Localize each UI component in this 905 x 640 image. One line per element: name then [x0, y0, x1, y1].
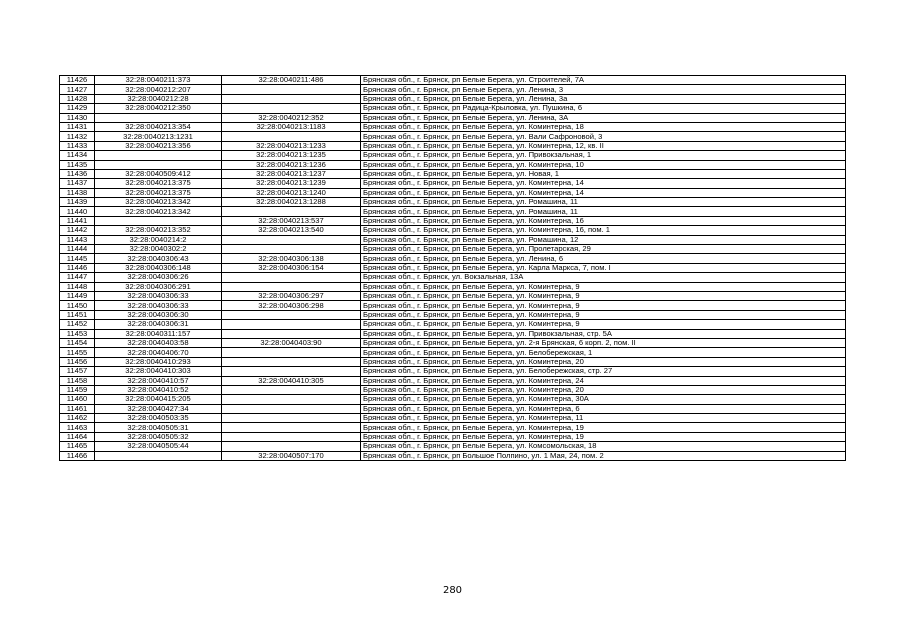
table-row: [60, 254, 846, 263]
row-number-cell: 11461: [60, 404, 95, 413]
table-row: [60, 451, 846, 460]
table-row: [60, 226, 846, 235]
cadastral-number-cell: 32:28:0040306:26: [95, 273, 222, 282]
related-cadastral-number-cell: [222, 282, 361, 291]
related-cadastral-number-cell: 32:28:0040403:90: [222, 338, 361, 347]
address-cell: Брянская обл., г. Брянск, рп Белые Берега, ул. Ромашина, 11: [361, 198, 846, 207]
row-number-cell: 11455: [60, 348, 95, 357]
table-row: [60, 273, 846, 282]
table-row: [60, 245, 846, 254]
row-number-cell: 11466: [60, 451, 95, 460]
row-number-cell: 11445: [60, 254, 95, 263]
table-row: [60, 94, 846, 103]
table-row: [60, 338, 846, 347]
related-cadastral-number-cell: 32:28:0040410:305: [222, 376, 361, 385]
address-cell: Брянская обл., г. Брянск, рп Белые Берега, ул. Коминтерна, 16, пом. 1: [361, 226, 846, 235]
cadastral-number-cell: 32:28:0040505:44: [95, 442, 222, 451]
cadastral-number-cell: [95, 160, 222, 169]
related-cadastral-number-cell: [222, 94, 361, 103]
cadastral-number-cell: 32:28:0040213:352: [95, 226, 222, 235]
address-cell: Брянская обл., г. Брянск, рп Белые Берега, ул. Вали Сафроновой, 3: [361, 132, 846, 141]
property-table: [59, 75, 846, 461]
address-cell: Брянская обл., г. Брянск, рп Белые Берега, ул. Ленина, 3А: [361, 113, 846, 122]
table-row: [60, 301, 846, 310]
row-number-cell: 11436: [60, 169, 95, 178]
address-cell: Брянская обл., г. Брянск, рп Белые Берега, ул. Карла Маркса, 7, пом. I: [361, 263, 846, 272]
table-row: [60, 104, 846, 113]
related-cadastral-number-cell: [222, 329, 361, 338]
related-cadastral-number-cell: 32:28:0040306:154: [222, 263, 361, 272]
address-cell: Брянская обл., г. Брянск, рп Большое Полпино, ул. 1 Мая, 24, пом. 2: [361, 451, 846, 460]
address-cell: Брянская обл., г. Брянск, рп Радица-Крыловка, ул. Пушкина, 6: [361, 104, 846, 113]
table-row: [60, 263, 846, 272]
table-row: [60, 385, 846, 394]
address-cell: Брянская обл., г. Брянск, рп Белые Берега, ул. Коминтерна, 9: [361, 301, 846, 310]
related-cadastral-number-cell: [222, 245, 361, 254]
cadastral-number-cell: 32:28:0040211:373: [95, 76, 222, 85]
address-cell: Брянская обл., г. Брянск, рп Белые Берега, ул. Коминтерна, 18: [361, 122, 846, 131]
related-cadastral-number-cell: [222, 442, 361, 451]
related-cadastral-number-cell: 32:28:0040213:540: [222, 226, 361, 235]
related-cadastral-number-cell: [222, 235, 361, 244]
row-number-cell: 11451: [60, 310, 95, 319]
table-row: [60, 141, 846, 150]
address-cell: Брянская обл., г. Брянск, рп Белые Берега, ул. Коминтерна, 14: [361, 179, 846, 188]
row-number-cell: 11428: [60, 94, 95, 103]
table-row: [60, 329, 846, 338]
related-cadastral-number-cell: [222, 395, 361, 404]
cadastral-number-cell: [95, 113, 222, 122]
related-cadastral-number-cell: [222, 404, 361, 413]
table-row: [60, 395, 846, 404]
property-table-body: [60, 76, 846, 461]
related-cadastral-number-cell: 32:28:0040213:1288: [222, 198, 361, 207]
related-cadastral-number-cell: [222, 104, 361, 113]
related-cadastral-number-cell: [222, 310, 361, 319]
row-number-cell: 11453: [60, 329, 95, 338]
related-cadastral-number-cell: 32:28:0040213:1233: [222, 141, 361, 150]
cadastral-number-cell: 32:28:0040410:57: [95, 376, 222, 385]
row-number-cell: 11435: [60, 160, 95, 169]
address-cell: Брянская обл., г. Брянск, рп Белые Берега, ул. Коминтерна, 14: [361, 188, 846, 197]
cadastral-number-cell: 32:28:0040503:35: [95, 414, 222, 423]
cadastral-number-cell: 32:28:0040306:33: [95, 301, 222, 310]
address-cell: Брянская обл., г. Брянск, рп Белые Берега, ул. Ленина, 3а: [361, 94, 846, 103]
cadastral-number-cell: 32:28:0040410:293: [95, 357, 222, 366]
cadastral-number-cell: [95, 151, 222, 160]
table-row: [60, 85, 846, 94]
table-row: [60, 179, 846, 188]
row-number-cell: 11457: [60, 367, 95, 376]
cadastral-number-cell: 32:28:0040311:157: [95, 329, 222, 338]
cadastral-number-cell: 32:28:0040505:32: [95, 432, 222, 441]
row-number-cell: 11444: [60, 245, 95, 254]
table-row: [60, 207, 846, 216]
address-cell: Брянская обл., г. Брянск, рп Белые Берега, ул. Комсомольская, 18: [361, 442, 846, 451]
address-cell: Брянская обл., г. Брянск, рп Белые Берега, ул. Ромашина, 12: [361, 235, 846, 244]
table-row: [60, 432, 846, 441]
related-cadastral-number-cell: 32:28:0040211:486: [222, 76, 361, 85]
address-cell: Брянская обл., г. Брянск, рп Белые Берега, ул. Коминтерна, 12, кв. II: [361, 141, 846, 150]
cadastral-number-cell: 32:28:0040410:52: [95, 385, 222, 394]
cadastral-number-cell: 32:28:0040214:2: [95, 235, 222, 244]
cadastral-number-cell: 32:28:0040213:375: [95, 179, 222, 188]
cadastral-number-cell: 32:28:0040306:291: [95, 282, 222, 291]
row-number-cell: 11452: [60, 320, 95, 329]
row-number-cell: 11432: [60, 132, 95, 141]
address-cell: Брянская обл., г. Брянск, рп Белые Берега, ул. Коминтерна, 20: [361, 385, 846, 394]
table-row: [60, 282, 846, 291]
table-row: [60, 414, 846, 423]
related-cadastral-number-cell: [222, 367, 361, 376]
address-cell: Брянская обл., г. Брянск, рп Белые Берега, ул. Белобережская, стр. 27: [361, 367, 846, 376]
cadastral-number-cell: 32:28:0040410:303: [95, 367, 222, 376]
related-cadastral-number-cell: 32:28:0040507:170: [222, 451, 361, 460]
row-number-cell: 11459: [60, 385, 95, 394]
table-row: [60, 357, 846, 366]
related-cadastral-number-cell: [222, 357, 361, 366]
table-row: [60, 320, 846, 329]
cadastral-number-cell: 32:28:0040213:1231: [95, 132, 222, 141]
cadastral-number-cell: 32:28:0040306:148: [95, 263, 222, 272]
row-number-cell: 11462: [60, 414, 95, 423]
row-number-cell: 11443: [60, 235, 95, 244]
cadastral-number-cell: 32:28:0040306:43: [95, 254, 222, 263]
related-cadastral-number-cell: [222, 414, 361, 423]
related-cadastral-number-cell: 32:28:0040212:352: [222, 113, 361, 122]
cadastral-number-cell: 32:28:0040212:207: [95, 85, 222, 94]
related-cadastral-number-cell: 32:28:0040213:1237: [222, 169, 361, 178]
address-cell: Брянская обл., г. Брянск, рп Белые Берега, ул. Коминтерна, 9: [361, 310, 846, 319]
table-row: [60, 404, 846, 413]
cadastral-number-cell: 32:28:0040212:28: [95, 94, 222, 103]
address-cell: Брянская обл., г. Брянск, рп Белые Берега, ул. Коминтерна, 16: [361, 216, 846, 225]
cadastral-number-cell: 32:28:0040213:375: [95, 188, 222, 197]
address-cell: Брянская обл., г. Брянск, рп Белые Берега, ул. Коминтерна, 20: [361, 357, 846, 366]
row-number-cell: 11431: [60, 122, 95, 131]
cadastral-number-cell: [95, 451, 222, 460]
address-cell: Брянская обл., г. Брянск, рп Белые Берега, ул. Ленина, 6: [361, 254, 846, 263]
row-number-cell: 11434: [60, 151, 95, 160]
address-cell: Брянская обл., г. Брянск, рп Белые Берега, ул. Строителей, 7А: [361, 76, 846, 85]
related-cadastral-number-cell: 32:28:0040306:298: [222, 301, 361, 310]
table-row: [60, 198, 846, 207]
cadastral-number-cell: 32:28:0040306:33: [95, 291, 222, 300]
cadastral-number-cell: 32:28:0040427:34: [95, 404, 222, 413]
row-number-cell: 11441: [60, 216, 95, 225]
related-cadastral-number-cell: 32:28:0040213:1235: [222, 151, 361, 160]
address-cell: Брянская обл., г. Брянск, рп Белые Берега, ул. Коминтерна, 9: [361, 320, 846, 329]
table-row: [60, 423, 846, 432]
table-row: [60, 442, 846, 451]
related-cadastral-number-cell: [222, 432, 361, 441]
address-cell: Брянская обл., г. Брянск, рп Белые Берега, ул. Ромашина, 11: [361, 207, 846, 216]
cadastral-number-cell: 32:28:0040403:58: [95, 338, 222, 347]
row-number-cell: 11450: [60, 301, 95, 310]
row-number-cell: 11449: [60, 291, 95, 300]
address-cell: Брянская обл., г. Брянск, рп Белые Берега, ул. Привокзальная, стр. 5А: [361, 329, 846, 338]
related-cadastral-number-cell: 32:28:0040213:1183: [222, 122, 361, 131]
address-cell: Брянская обл., г. Брянск, рп Белые Берега, ул. Коминтерна, 19: [361, 423, 846, 432]
table-row: [60, 216, 846, 225]
row-number-cell: 11458: [60, 376, 95, 385]
cadastral-number-cell: 32:28:0040212:350: [95, 104, 222, 113]
cadastral-number-cell: 32:28:0040509:412: [95, 169, 222, 178]
table-row: [60, 160, 846, 169]
table-row: [60, 291, 846, 300]
row-number-cell: 11439: [60, 198, 95, 207]
table-row: [60, 235, 846, 244]
related-cadastral-number-cell: [222, 320, 361, 329]
table-row: [60, 122, 846, 131]
address-cell: Брянская обл., г. Брянск, рп Белые Берега, ул. Белобережская, 1: [361, 348, 846, 357]
row-number-cell: 11438: [60, 188, 95, 197]
address-cell: Брянская обл., г. Брянск, рп Белые Берега, ул. Коминтерна, 30А: [361, 395, 846, 404]
table-row: [60, 367, 846, 376]
row-number-cell: 11447: [60, 273, 95, 282]
related-cadastral-number-cell: [222, 132, 361, 141]
row-number-cell: 11454: [60, 338, 95, 347]
table-row: [60, 113, 846, 122]
page-number: 280: [442, 585, 463, 596]
address-cell: Брянская обл., г. Брянск, рп Белые Берега, ул. Коминтерна, 24: [361, 376, 846, 385]
related-cadastral-number-cell: [222, 385, 361, 394]
row-number-cell: 11456: [60, 357, 95, 366]
related-cadastral-number-cell: [222, 423, 361, 432]
address-cell: Брянская обл., г. Брянск, рп Белые Берега, ул. Коминтерна, 19: [361, 432, 846, 441]
cadastral-number-cell: 32:28:0040213:356: [95, 141, 222, 150]
address-cell: Брянская обл., г. Брянск, рп Белые Берега, ул. Новая, 1: [361, 169, 846, 178]
table-row: [60, 188, 846, 197]
address-cell: Брянская обл., г. Брянск, рп Белые Берега, ул. Пролетарская, 29: [361, 245, 846, 254]
related-cadastral-number-cell: [222, 85, 361, 94]
related-cadastral-number-cell: 32:28:0040213:1239: [222, 179, 361, 188]
row-number-cell: 11463: [60, 423, 95, 432]
address-cell: Брянская обл., г. Брянск, рп Белые Берега, ул. Ленина, 3: [361, 85, 846, 94]
cadastral-number-cell: 32:28:0040306:30: [95, 310, 222, 319]
row-number-cell: 11437: [60, 179, 95, 188]
table-row: [60, 76, 846, 85]
related-cadastral-number-cell: [222, 207, 361, 216]
address-cell: Брянская обл., г. Брянск, рп Белые Берега, ул. Коминтерна, 10: [361, 160, 846, 169]
cadastral-number-cell: 32:28:0040406:70: [95, 348, 222, 357]
cadastral-number-cell: 32:28:0040415:205: [95, 395, 222, 404]
row-number-cell: 11429: [60, 104, 95, 113]
table-row: [60, 310, 846, 319]
related-cadastral-number-cell: [222, 348, 361, 357]
row-number-cell: 11464: [60, 432, 95, 441]
row-number-cell: 11426: [60, 76, 95, 85]
row-number-cell: 11446: [60, 263, 95, 272]
address-cell: Брянская обл., г. Брянск, рп Белые Берега, ул. Коминтерна, 9: [361, 291, 846, 300]
row-number-cell: 11433: [60, 141, 95, 150]
address-cell: Брянская обл., г. Брянск, рп Белые Берега, ул. Коминтерна, 6: [361, 404, 846, 413]
table-row: [60, 132, 846, 141]
row-number-cell: 11460: [60, 395, 95, 404]
table-row: [60, 151, 846, 160]
cadastral-number-cell: [95, 216, 222, 225]
cadastral-number-cell: 32:28:0040302:2: [95, 245, 222, 254]
cadastral-number-cell: 32:28:0040213:354: [95, 122, 222, 131]
related-cadastral-number-cell: [222, 273, 361, 282]
related-cadastral-number-cell: 32:28:0040213:537: [222, 216, 361, 225]
row-number-cell: 11465: [60, 442, 95, 451]
address-cell: Брянская обл., г. Брянск, рп Белые Берега, ул. Коминтерна, 9: [361, 282, 846, 291]
table-row: [60, 348, 846, 357]
row-number-cell: 11430: [60, 113, 95, 122]
address-cell: Брянская обл., г. Брянск, рп Белые Берега, ул. Привокзальная, 1: [361, 151, 846, 160]
cadastral-number-cell: 32:28:0040306:31: [95, 320, 222, 329]
address-cell: Брянская обл., г. Брянск, ул. Вокзальная, 13А: [361, 273, 846, 282]
related-cadastral-number-cell: 32:28:0040213:1236: [222, 160, 361, 169]
row-number-cell: 11448: [60, 282, 95, 291]
cadastral-number-cell: 32:28:0040505:31: [95, 423, 222, 432]
cadastral-number-cell: 32:28:0040213:342: [95, 207, 222, 216]
table-row: [60, 376, 846, 385]
address-cell: Брянская обл., г. Брянск, рп Белые Берега, ул. Коминтерна, 11: [361, 414, 846, 423]
related-cadastral-number-cell: 32:28:0040306:297: [222, 291, 361, 300]
cadastral-number-cell: 32:28:0040213:342: [95, 198, 222, 207]
related-cadastral-number-cell: 32:28:0040213:1240: [222, 188, 361, 197]
address-cell: Брянская обл., г. Брянск, рп Белые Берега, ул. 2-я Брянская, 6 корп. 2, пом. II: [361, 338, 846, 347]
row-number-cell: 11440: [60, 207, 95, 216]
row-number-cell: 11427: [60, 85, 95, 94]
table-row: [60, 169, 846, 178]
related-cadastral-number-cell: 32:28:0040306:138: [222, 254, 361, 263]
row-number-cell: 11442: [60, 226, 95, 235]
